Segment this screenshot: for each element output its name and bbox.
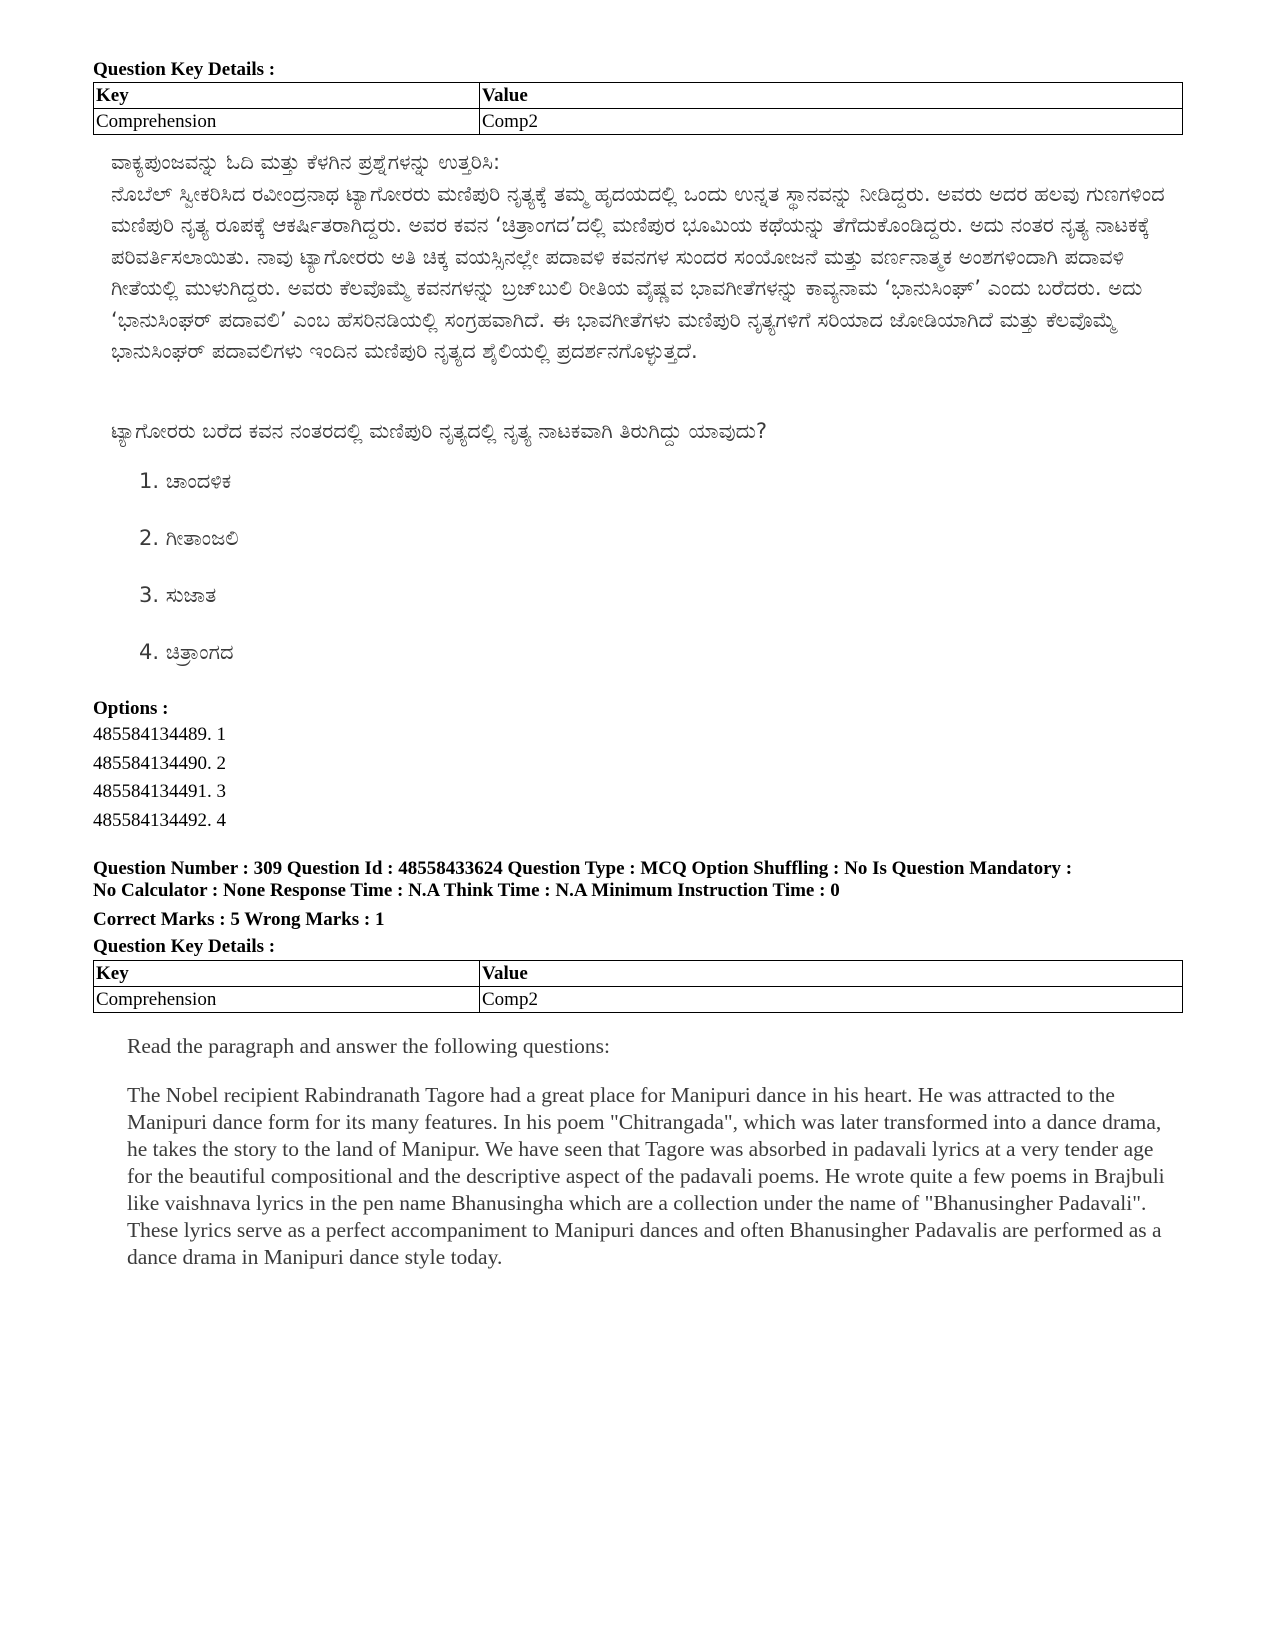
table-header-value: Value — [480, 83, 1183, 109]
key-details-label: Question Key Details : — [93, 59, 276, 80]
option-id-3: 485584134491. 3 — [93, 781, 226, 802]
table-header-value: Value — [480, 961, 1183, 987]
english-paragraph: The Nobel recipient Rabindranath Tagore had a great place for Manipuri dance in his heart. He was attracted to the Manipuri dance form for its many features. In his poem "Chitrangada", which was later transformed into a dance drama, he takes the story to the land of Manipur. We have seen that Tagore was absorbed in padavali lyrics at a very tender age for the beautiful compositional and the descriptive aspect of the padavali poems. He wrote quite a few poems in Brajbuli like vaishnava lyrics in the pen name Bhanusingha which are a collection under the name of "Bhanusingher Padavali". These lyrics serve as a perfect accompaniment to Manipuri dances and often Bhanusingher Padavalis are performed as a dance drama in Manipuri dance style today. — [127, 1083, 1165, 1269]
english-instruction: Read the paragraph and answer the following questions: — [127, 1034, 611, 1058]
document-page — [93, 58, 1183, 1271]
option-id-1: 485584134489. 1 — [93, 724, 226, 745]
kannada-option-1: 1. ಚಾಂದಳಿಕ — [139, 469, 232, 493]
key-details-table-2 — [93, 960, 1183, 1013]
marks-line: Correct Marks : 5 Wrong Marks : 1 — [93, 909, 385, 930]
table-cell-value: Comp2 — [480, 109, 1183, 135]
kannada-option-3: 3. ಸುಜಾತ — [139, 583, 217, 607]
kannada-passage — [111, 147, 1183, 368]
table-row — [94, 987, 1183, 1013]
table-header-row — [94, 961, 1183, 987]
options-label: Options : — [93, 698, 169, 719]
option-id-2: 485584134490. 2 — [93, 752, 226, 774]
table-header-key: Key — [94, 961, 480, 987]
table-cell-key: Comprehension — [94, 109, 480, 135]
option-id-4: 485584134492. 4 — [93, 809, 226, 831]
question-meta-line-2: No Calculator : None Response Time : N.A Think Time : N.A Minimum Instruction Time : 0 — [93, 880, 840, 901]
table-header-row — [94, 83, 1183, 109]
table-header-key: Key — [94, 83, 480, 109]
kannada-instruction: ವಾಕ್ಯಪುಂಜವನ್ನು ಓದಿ ಮತ್ತು ಕೆಳಗಿನ ಪ್ರಶ್ನೆಗಳನ್ನು ಉತ್ತರಿಸಿ: — [111, 150, 501, 174]
key-details-table — [93, 82, 1183, 135]
table-row — [94, 109, 1183, 135]
table-cell-key: Comprehension — [94, 987, 480, 1013]
key-details-label-2: Question Key Details : — [93, 936, 276, 957]
question-meta — [93, 858, 1183, 902]
kannada-question: ಟ್ಯಾಗೋರರು ಬರೆದ ಕವನ ನಂತರದಲ್ಲಿ ಮಣಿಪುರಿ ನೃತ್ಯದಲ್ಲಿ ನೃತ್ಯ ನಾಟಕವಾಗಿ ತಿರುಗಿದ್ದು ಯಾವುದು? — [111, 418, 768, 443]
question-meta-line-1: Question Number : 309 Question Id : 48558433624 Question Type : MCQ Option Shuffling : No Is Question Mandatory : — [93, 858, 1073, 879]
kannada-option-4: 4. ಚಿತ್ರಾಂಗದ — [139, 640, 234, 664]
options-list — [93, 721, 1183, 835]
kannada-option-2: 2. ಗೀತಾಂಜಲಿ — [139, 526, 239, 550]
kannada-option-list — [139, 465, 1183, 693]
kannada-paragraph: ನೊಬೆಲ್ ಸ್ವೀಕರಿಸಿದ ರವೀಂದ್ರನಾಥ ಟ್ಯಾಗೋರರು ಮಣಿಪುರಿ ನೃತ್ಯಕ್ಕೆ ತಮ್ಮ ಹೃದಯದಲ್ಲಿ ಒಂದು ಉನ್ನತ ಸ್ಥಾನವನ್ನು ನೀಡಿದ್ದರು. ಅವರು ಅದರ ಹಲವು ಗುಣಗಳಿಂದ ಮಣಿಪುರಿ ನೃತ್ಯ ರೂಪಕ್ಕೆ ಆಕರ್ಷಿತರಾಗಿದ್ದರು. ಅವರ ಕವನ ‘ಚಿತ್ರಾಂಗದ’ದಲ್ಲಿ ಮಣಿಪುರ ಭೂಮಿಯ ಕಥೆಯನ್ನು ತೆಗೆದುಕೊಂಡಿದ್ದರು. ಅದು ನಂತರ ನೃತ್ಯ ನಾಟಕಕ್ಕೆ ಪರಿವರ್ತಿಸಲಾಯಿತು. ನಾವು ಟ್ಯಾಗೋರರು ಅತಿ ಚಿಕ್ಕ ವಯಸ್ಸಿನಲ್ಲೇ ಪದಾವಳಿ ಕವನಗಳ ಸುಂದರ ಸಂಯೋಜನೆ ಮತ್ತು ವರ್ಣನಾತ್ಮಕ ಅಂಶಗಳಿಂದಾಗಿ ಪದಾವಳಿ ಗೀತೆಯಲ್ಲಿ ಮುಳುಗಿದ್ದರು. ಅವರು ಕೆಲವೊಮ್ಮೆ ಕವನಗಳನ್ನು ಬ್ರಜ್‌ಬುಲಿ ರೀತಿಯ ವೈಷ್ಣವ ಭಾವಗೀತೆಗಳನ್ನು ಕಾವ್ಯನಾಮ ‘ಭಾನುಸಿಂಘ್’ ಎಂದು ಬರೆದರು. ಅದು ‘ಭಾನುಸಿಂಘರ್ ಪದಾವಲಿ’ ಎಂಬ ಹೆಸರಿನಡಿಯಲ್ಲಿ ಸಂಗ್ರಹವಾಗಿದೆ. ಈ ಭಾವಗೀತೆಗಳು ಮಣಿಪುರಿ ನೃತ್ಯಗಳಿಗೆ ಸರಿಯಾದ ಜೋಡಿಯಾಗಿದೆ ಮತ್ತು ಕೆಲವೊಮ್ಮೆ ಭಾನುಸಿಂಘರ್ ಪದಾವಲಿಗಳು ಇಂದಿನ ಮಣಿಪುರಿ ನೃತ್ಯದ ಶೈಲಿಯಲ್ಲಿ ಪ್ರದರ್ಶನಗೊಳ್ಳುತ್ತದೆ. — [111, 181, 1165, 363]
table-cell-value: Comp2 — [480, 987, 1183, 1013]
